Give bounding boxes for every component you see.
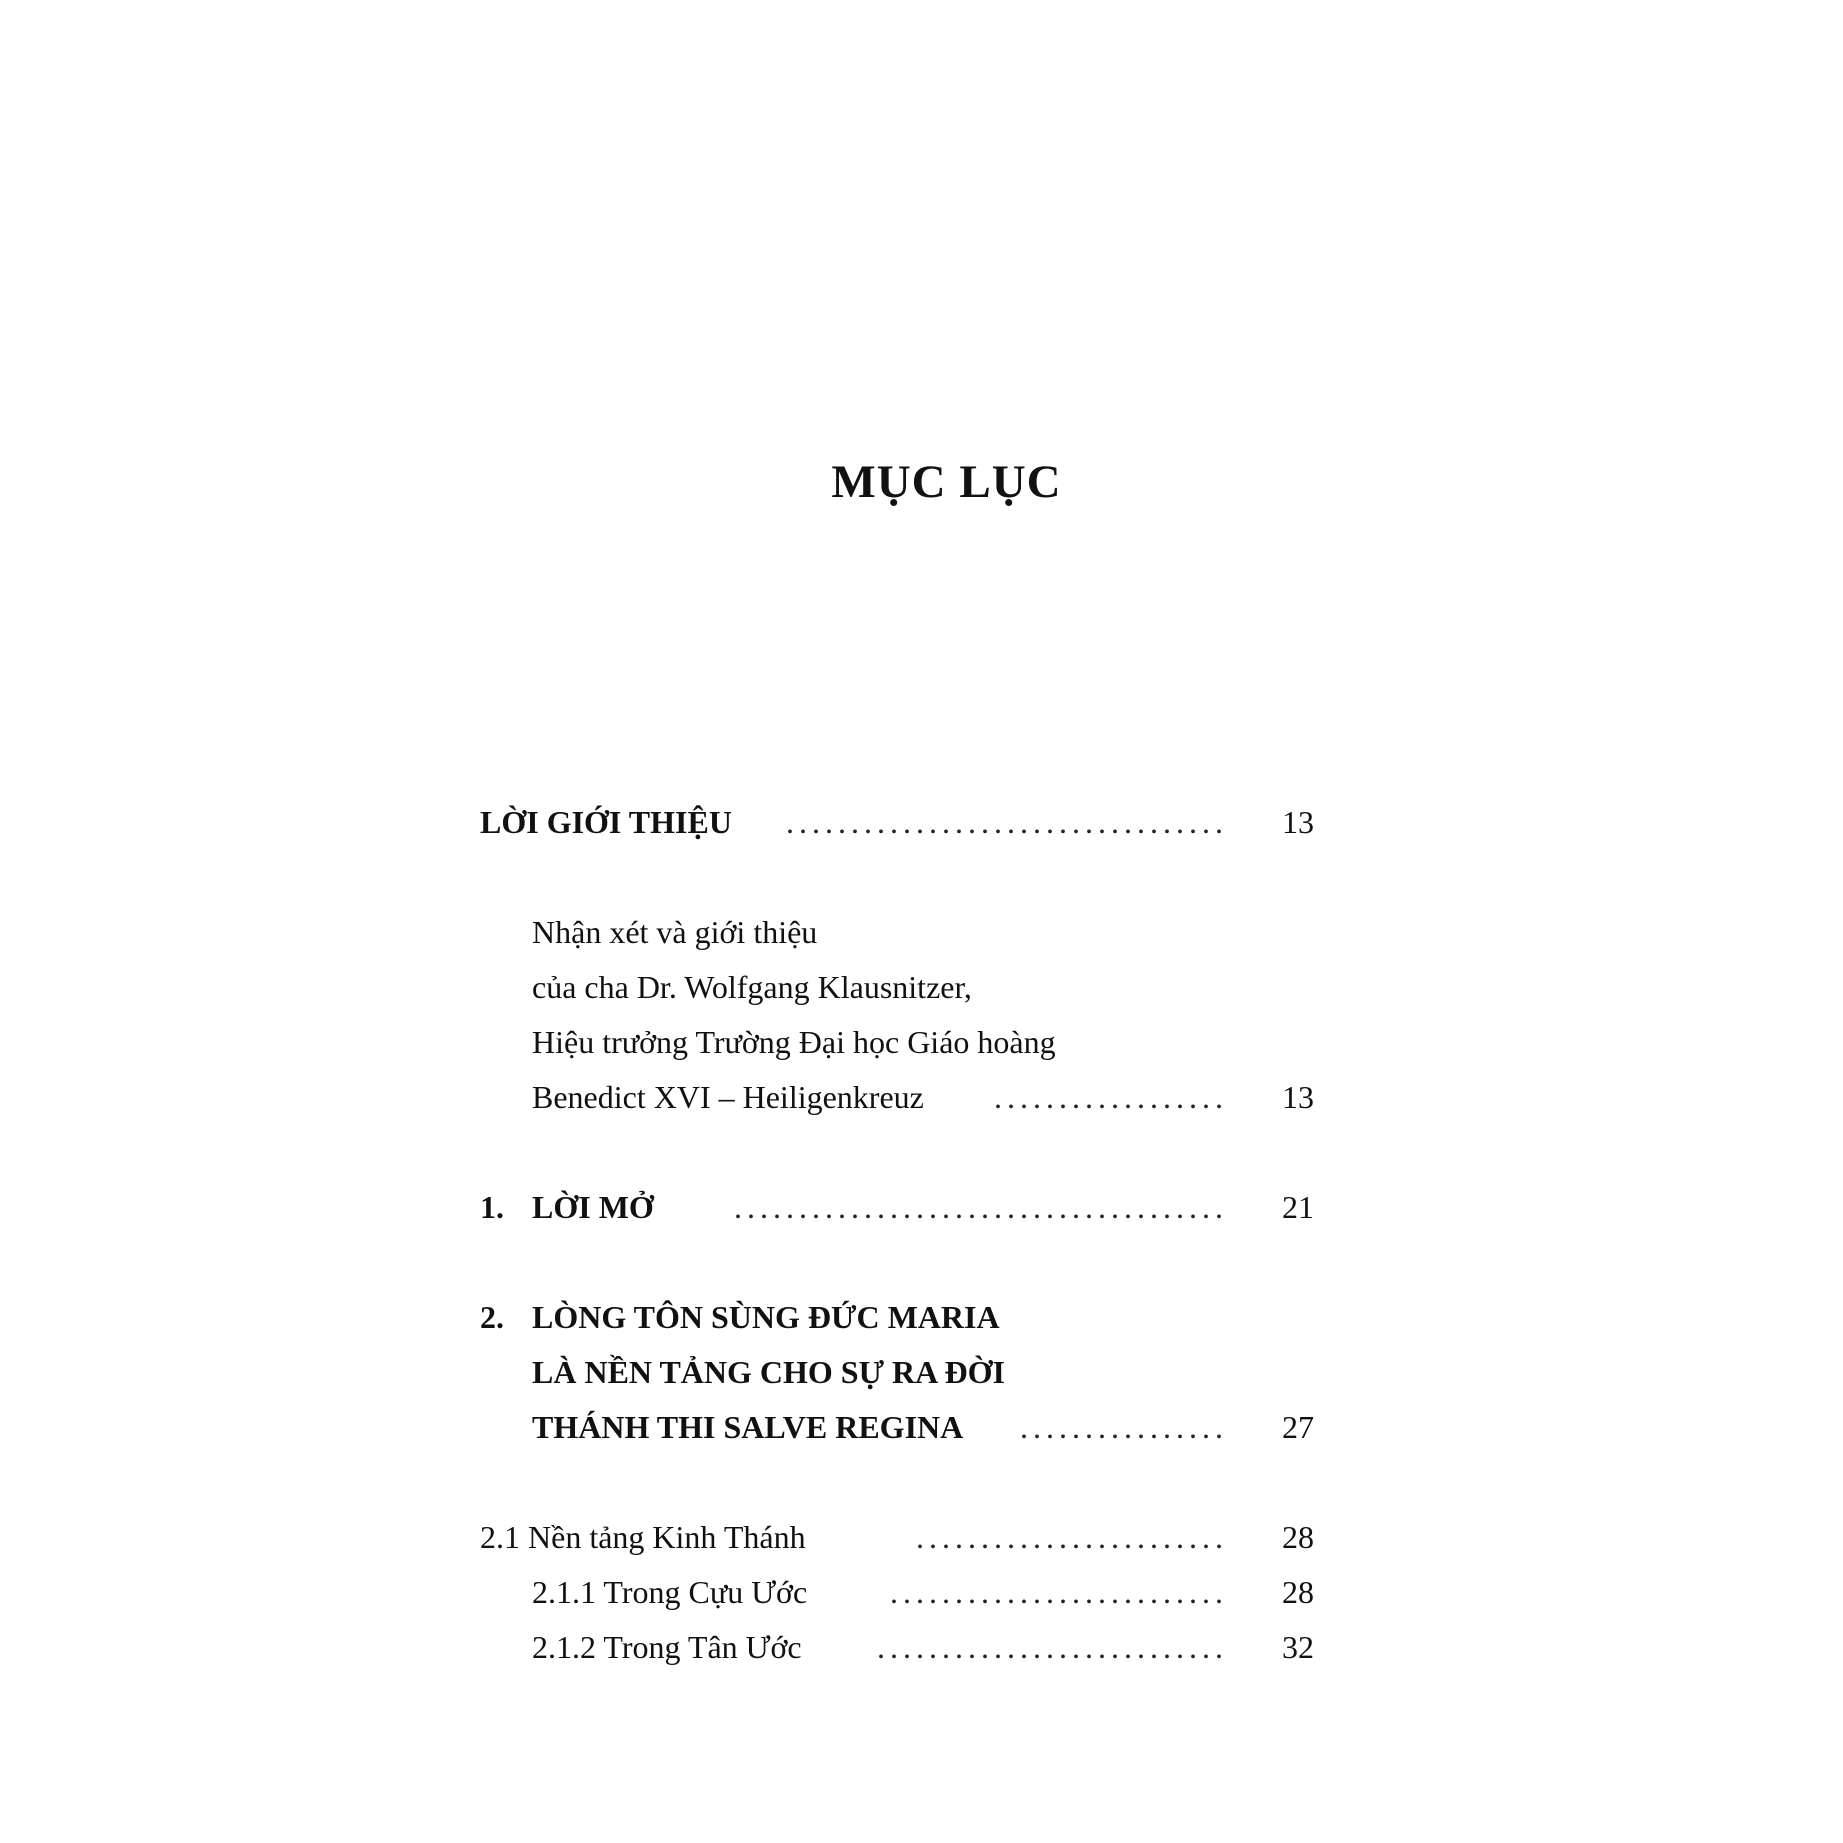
toc-entry-review[interactable] [480,1070,1314,1125]
toc-entry-new-testament[interactable] [480,1620,1314,1675]
toc-entry-label: LỜI GIỚI THIỆU [480,804,732,840]
toc-entry-biblical-foundation[interactable] [480,1510,1314,1565]
toc-leader-dots: .......................... [890,1574,1228,1610]
toc-entry-page: 13 [1282,804,1314,840]
toc-entry-label: LÒNG TÔN SÙNG ĐỨC MARIA [532,1299,1000,1335]
toc-leader-dots: .................................. [786,804,1228,840]
toc-entry-label: 2.1 Nền tảng Kinh Thánh [480,1519,806,1555]
toc-entry-review-line [480,1015,1314,1070]
toc-entry-page: 27 [1282,1409,1314,1445]
toc-leader-dots: .................. [994,1079,1228,1115]
toc-entry-chapter2-line [480,1290,1314,1345]
toc-entry-label: 2.1.2 Trong Tân Ước [532,1629,802,1665]
toc-entry-introduction[interactable] [480,795,1314,850]
toc-entry-label: của cha Dr. Wolfgang Klausnitzer, [532,969,972,1005]
toc-entry-review-line [480,905,1314,960]
toc-entry-page: 28 [1282,1574,1314,1610]
toc-entry-page: 28 [1282,1519,1314,1555]
toc-leader-dots: ........................... [877,1629,1228,1665]
toc-entry-label: LÀ NỀN TẢNG CHO SỰ RA ĐỜI [532,1354,1005,1390]
toc-entry-opening[interactable] [480,1180,1314,1235]
toc-entry-number: 2. [480,1299,504,1335]
toc-leader-dots: ........................ [916,1519,1228,1555]
toc-entry-label: THÁNH THI SALVE REGINA [532,1409,964,1445]
toc-entry-label: Hiệu trưởng Trường Đại học Giáo hoàng [532,1024,1056,1060]
toc-entry-page: 32 [1282,1629,1314,1665]
toc-entry-page: 21 [1282,1189,1314,1225]
table-of-contents [480,795,1314,1675]
toc-leader-dots: ................ [1020,1409,1228,1445]
toc-entry-label: LỜI MỞ [532,1189,654,1225]
page-title: MỤC LỤC [831,456,1062,508]
toc-entry-chapter2[interactable] [480,1400,1314,1455]
toc-leader-dots: ...................................... [734,1189,1228,1225]
toc-entry-chapter2-line [480,1345,1314,1400]
toc-entry-review-line [480,960,1314,1015]
toc-entry-label: 2.1.1 Trong Cựu Ước [532,1574,808,1610]
toc-entry-label: Benedict XVI – Heiligenkreuz [532,1079,924,1115]
toc-entry-old-testament[interactable] [480,1565,1314,1620]
toc-entry-number: 1. [480,1189,504,1225]
toc-entry-page: 13 [1282,1079,1314,1115]
toc-entry-label: Nhận xét và giới thiệu [532,914,818,950]
